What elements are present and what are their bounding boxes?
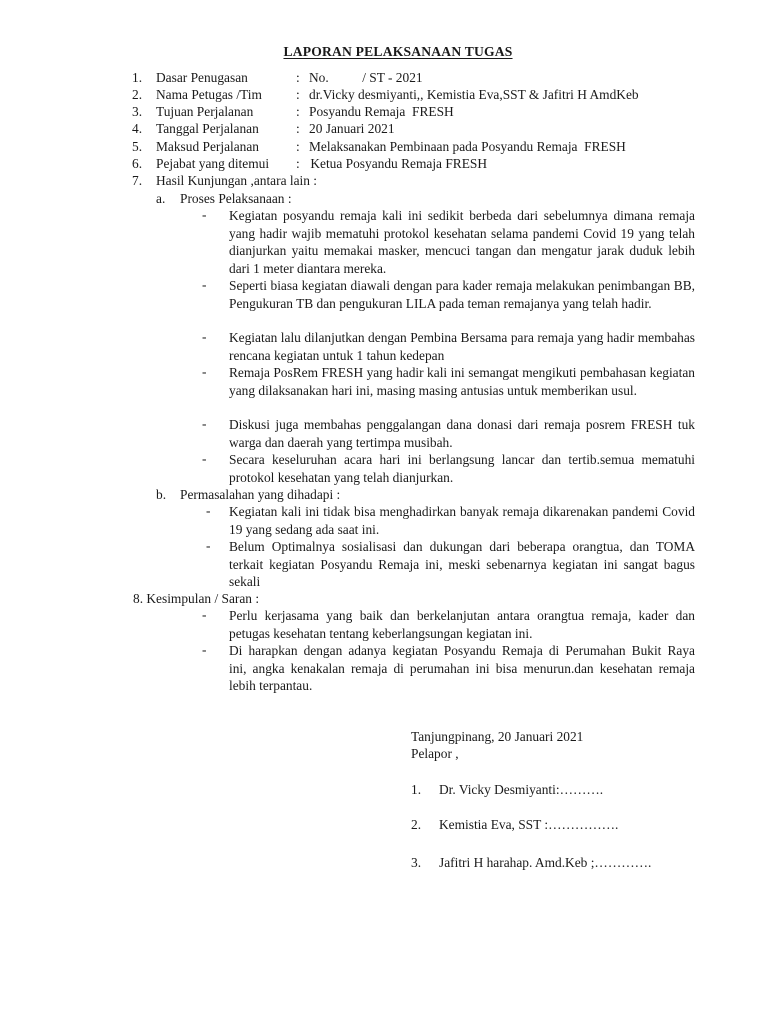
field-colon: : bbox=[296, 87, 300, 102]
section-heading-kesimpulan: 8. Kesimpulan / Saran : bbox=[133, 591, 260, 606]
list-item-text: Kegiatan lalu dilanjutkan dengan Pembina Bersama para remaja yang hadir membahas rencana kegiatan untuk 1 tahun kedepan bbox=[229, 330, 695, 363]
list-item-text: Secara keseluruhan acara hari ini berlangsung lancar dan tertib.semua mematuhi protokol kesehatan yang telah dianjurkan. bbox=[229, 452, 695, 485]
signer-number: 2. bbox=[411, 817, 422, 832]
field-number: 2. bbox=[132, 87, 143, 102]
field-value: No. / ST - 2021 bbox=[309, 70, 423, 85]
subsection-letter: b. bbox=[156, 487, 167, 502]
field-number: 4. bbox=[132, 121, 143, 136]
list-item-text: Remaja PosRem FRESH yang hadir kali ini semangat mengikuti pembahasan kegiatan yang dilaksanakan hari ini, masing masing antusias untuk memberikan usul. bbox=[229, 365, 695, 398]
list-item-text: Belum Optimalnya sosialisasi dan dukungan dari beberapa orangtua, dan TOMA terkait kegiatan Posyandu Remaja ini, meski sebenarnya kegiatan ini sangat bagus sekali bbox=[229, 539, 695, 590]
bullet-dash: - bbox=[202, 607, 207, 622]
field-number: 1. bbox=[132, 70, 143, 85]
field-label: Nama Petugas /Tim bbox=[156, 87, 262, 102]
list-item-text: Perlu kerjasama yang baik dan berkelanjutan antara orangtua remaja, kader dan petugas kesehatan tentang keberlangsungan kegiatan ini. bbox=[229, 608, 695, 641]
bullet-dash: - bbox=[202, 207, 207, 222]
field-colon: : bbox=[296, 104, 300, 119]
field-colon: : bbox=[296, 156, 300, 171]
bullet-dash: - bbox=[202, 642, 207, 657]
list-item-text: Kegiatan kali ini tidak bisa menghadirkan banyak remaja dikarenakan pandemi Covid 19 yang sedang ada saat ini. bbox=[229, 504, 695, 537]
field-colon: : bbox=[296, 139, 300, 154]
field-value: Melaksanakan Pembinaan pada Posyandu Remaja FRESH bbox=[309, 139, 626, 154]
list-item-text: Kegiatan posyandu remaja kali ini sedikit berbeda dari sebelumnya dimana remaja yang hadir wajib mematuhi protokol kesehatan selama pandemi Covid 19 yang telah dianjurkan yaitu memakai masker, mencuci tangan dan mengatur jarak duduk lebih dari 1 meter diantara mereka. bbox=[229, 208, 695, 276]
field-label: Tanggal Perjalanan bbox=[156, 121, 259, 136]
reporter-role: Pelapor , bbox=[411, 746, 459, 761]
field-value: Ketua Posyandu Remaja FRESH bbox=[307, 156, 488, 171]
bullet-dash: - bbox=[202, 364, 207, 379]
document-title: LAPORAN PELAKSANAAN TUGAS bbox=[283, 44, 513, 59]
signer-name: Dr. Vicky Desmiyanti:………. bbox=[439, 782, 604, 797]
subsection-heading-permasalahan: Permasalahan yang dihadapi : bbox=[180, 487, 341, 502]
field-value: dr.Vicky desmiyanti,, Kemistia Eva,SST & Jafitri H AmdKeb bbox=[309, 87, 639, 102]
field-value: Posyandu Remaja FRESH bbox=[309, 104, 454, 119]
field-colon: : bbox=[296, 121, 300, 136]
bullet-dash: - bbox=[202, 329, 207, 344]
field-number: 3. bbox=[132, 104, 143, 119]
section-number: 7. bbox=[132, 173, 143, 188]
subsection-heading-proses: Proses Pelaksanaan : bbox=[180, 191, 292, 206]
place-date: Tanjungpinang, 20 Januari 2021 bbox=[411, 729, 584, 744]
list-item-text: Seperti biasa kegiatan diawali dengan para kader remaja melakukan penimbangan BB, Pengukuran TB dan pengukuran LILA pada teman remajanya yang telah hadir. bbox=[229, 278, 695, 311]
signer-name: Kemistia Eva, SST :……………. bbox=[439, 817, 619, 832]
bullet-dash: - bbox=[202, 451, 207, 466]
field-label: Maksud Perjalanan bbox=[156, 139, 260, 154]
subsection-letter: a. bbox=[156, 191, 166, 206]
field-value: 20 Januari 2021 bbox=[309, 121, 395, 136]
field-label: Dasar Penugasan bbox=[156, 70, 248, 85]
signer-name: Jafitri H harahap. Amd.Keb ;…………. bbox=[439, 855, 652, 870]
section-heading-hasil: Hasil Kunjungan ,antara lain : bbox=[156, 173, 318, 188]
list-item-text: Diskusi juga membahas penggalangan dana donasi dari remaja posrem FRESH tuk warga dan daerah yang tertimpa musibah. bbox=[229, 417, 695, 450]
list-item-text: Di harapkan dengan adanya kegiatan Posyandu Remaja di Perumahan Bukit Raya ini, angka kenakalan remaja di perumahan ini bisa menurun.dan kesehatan remaja lebih terpantau. bbox=[229, 643, 706, 694]
field-label: Tujuan Perjalanan bbox=[156, 104, 254, 119]
bullet-dash: - bbox=[206, 538, 211, 553]
bullet-dash: - bbox=[206, 503, 211, 518]
field-label: Pejabat yang ditemui bbox=[156, 156, 270, 171]
bullet-dash: - bbox=[202, 277, 207, 292]
field-number: 5. bbox=[132, 139, 143, 154]
bullet-dash: - bbox=[202, 416, 207, 431]
field-colon: : bbox=[296, 70, 300, 85]
field-number: 6. bbox=[132, 156, 143, 171]
signer-number: 1. bbox=[411, 782, 422, 797]
signer-number: 3. bbox=[411, 855, 422, 870]
